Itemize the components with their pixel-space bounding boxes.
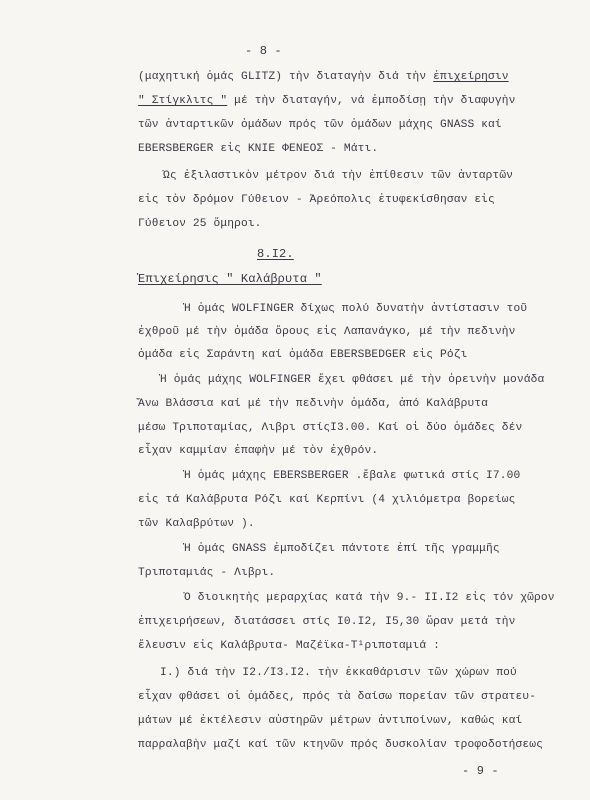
- text-line: εἰς τά Καλάβρυτα Ρόζι καί Κερπίνι (4 χιλιόμετρα βορείως: [138, 494, 516, 506]
- text-span: μέ τὴν διαταγήν, νά ἐμποδίσῃ τὴν διαφυγὴν: [227, 95, 516, 107]
- text-line: μάτων μέ ἐκτέλεσιν αὐστηρῶν μέτρων ἀντιποίνων, καθώς καί: [138, 715, 523, 727]
- section-title: Ἐπιχείρησις " Καλάβρυτα ": [138, 272, 322, 286]
- text-line: [138, 71, 509, 83]
- text-line: Ἡ ὁμάς μάχης WOLFINGER ἔχει φθάσει μέ τὴν ὀρεινὴν μονάδα: [160, 374, 545, 386]
- text-line: Γύθειον 25 ὅμηροι.: [138, 218, 262, 230]
- text-line: I.) διά τὴν I2./I3.I2. τὴν ἐκκαθάρισιν τῶν χώρων πού: [160, 667, 517, 679]
- text-line: Ὡς ἐξιλαστικὸν μέτρον διά τὴν ἐπίθεσιν τῶν ἀνταρτῶν: [163, 170, 514, 182]
- text-line: Ὁ διοικητὴς μεραρχίας κατά τὴν 9.- II.I2 εἰς τόν χῶρον: [184, 592, 555, 604]
- text-line: [138, 95, 516, 107]
- text-line: τῶν ἀνταρτικῶν ὁμάδων πρός τῶν ὁμάδων μάχης GNASS καί: [138, 119, 502, 131]
- text-line: Ἡ ὁμάς WOLFINGER δίχως πολύ δυνατὴν ἀντίστασιν τοῦ: [184, 303, 528, 315]
- text-line: Ἄνω Βλάσσια καί μέ τὴν πεδινὴν ὁμάδα, ἀπό Καλάβρυτα: [138, 398, 489, 410]
- text-line: ὁμάδα εἰς Σαράντη καί ὁμάδα EBERSBEDGER εἰς Ρόζι: [138, 349, 468, 361]
- text-line: ἐχθροῦ μέ τὴν ὁμάδα ὄρους εἰς Λαπανάγκο, μέ τὴν πεδινὴν: [138, 326, 516, 338]
- page-number-top: - 8 -: [245, 44, 282, 58]
- text-line: Τριποταμιάς - Λιβρι.: [138, 567, 276, 579]
- text-line: εἶχαν φθάσει οἱ ὁμάδες, πρός τὰ δαίσω πορείαν τῶν στρατευ-: [138, 691, 537, 703]
- text-line: εἶχαν καμμίαν ἐπαφὴν μέ τὸν ἐχθρόν.: [138, 445, 379, 457]
- text-span: (μαχητική ὁμάς GLITZ) τὴν διαταγὴν διά τὴν: [138, 71, 434, 83]
- text-line: EBERSBERGER εἰς ΚΝΙΕ ΦΕΝΕΟΣ - Μάτι.: [138, 143, 379, 155]
- underlined-text: ἐπιχείρησιν: [433, 71, 509, 83]
- section-date: 8.I2.: [257, 247, 294, 261]
- text-line: μέσω Τριποταμίας, Λιβρι στίςΙ3.00. Καί οἱ δύο ὁμάδες δέν: [138, 422, 523, 434]
- underlined-text: " Στίγκλιτς ": [138, 95, 228, 107]
- text-line: ἔλευσιν εἰς Καλάβρυτα- Μαζέϊκα-Τ¹ριποταμιά :: [138, 640, 440, 652]
- text-line: τῶν Καλαβρύτων ).: [138, 518, 255, 530]
- text-line: παρραλαβὴν μαζί καί τῶν κτηνῶν πρός δυσκολίαν τροφοδοτήσεως: [138, 739, 543, 751]
- text-line: ἐπιχειρήσεων, διατάσσει στίς I0.I2, I5,30 ὥραν μετά τὴν: [138, 616, 516, 628]
- text-line: Ἡ ὁμάς GNASS ἐμποδίζει πάντοτε ἐπί τῆς γραμμῆς: [184, 543, 500, 555]
- page-number-bottom: - 9 -: [462, 764, 499, 778]
- text-line: Ἡ ὁμάς μάχης EBERSBERGER .ἔβαλε φωτικά στίς I7.00: [184, 470, 521, 482]
- text-line: εἰς τὸν δρόμον Γύθειον - Ἀρεόπολις ἐτυφεκίσθησαν εἰς: [138, 194, 495, 206]
